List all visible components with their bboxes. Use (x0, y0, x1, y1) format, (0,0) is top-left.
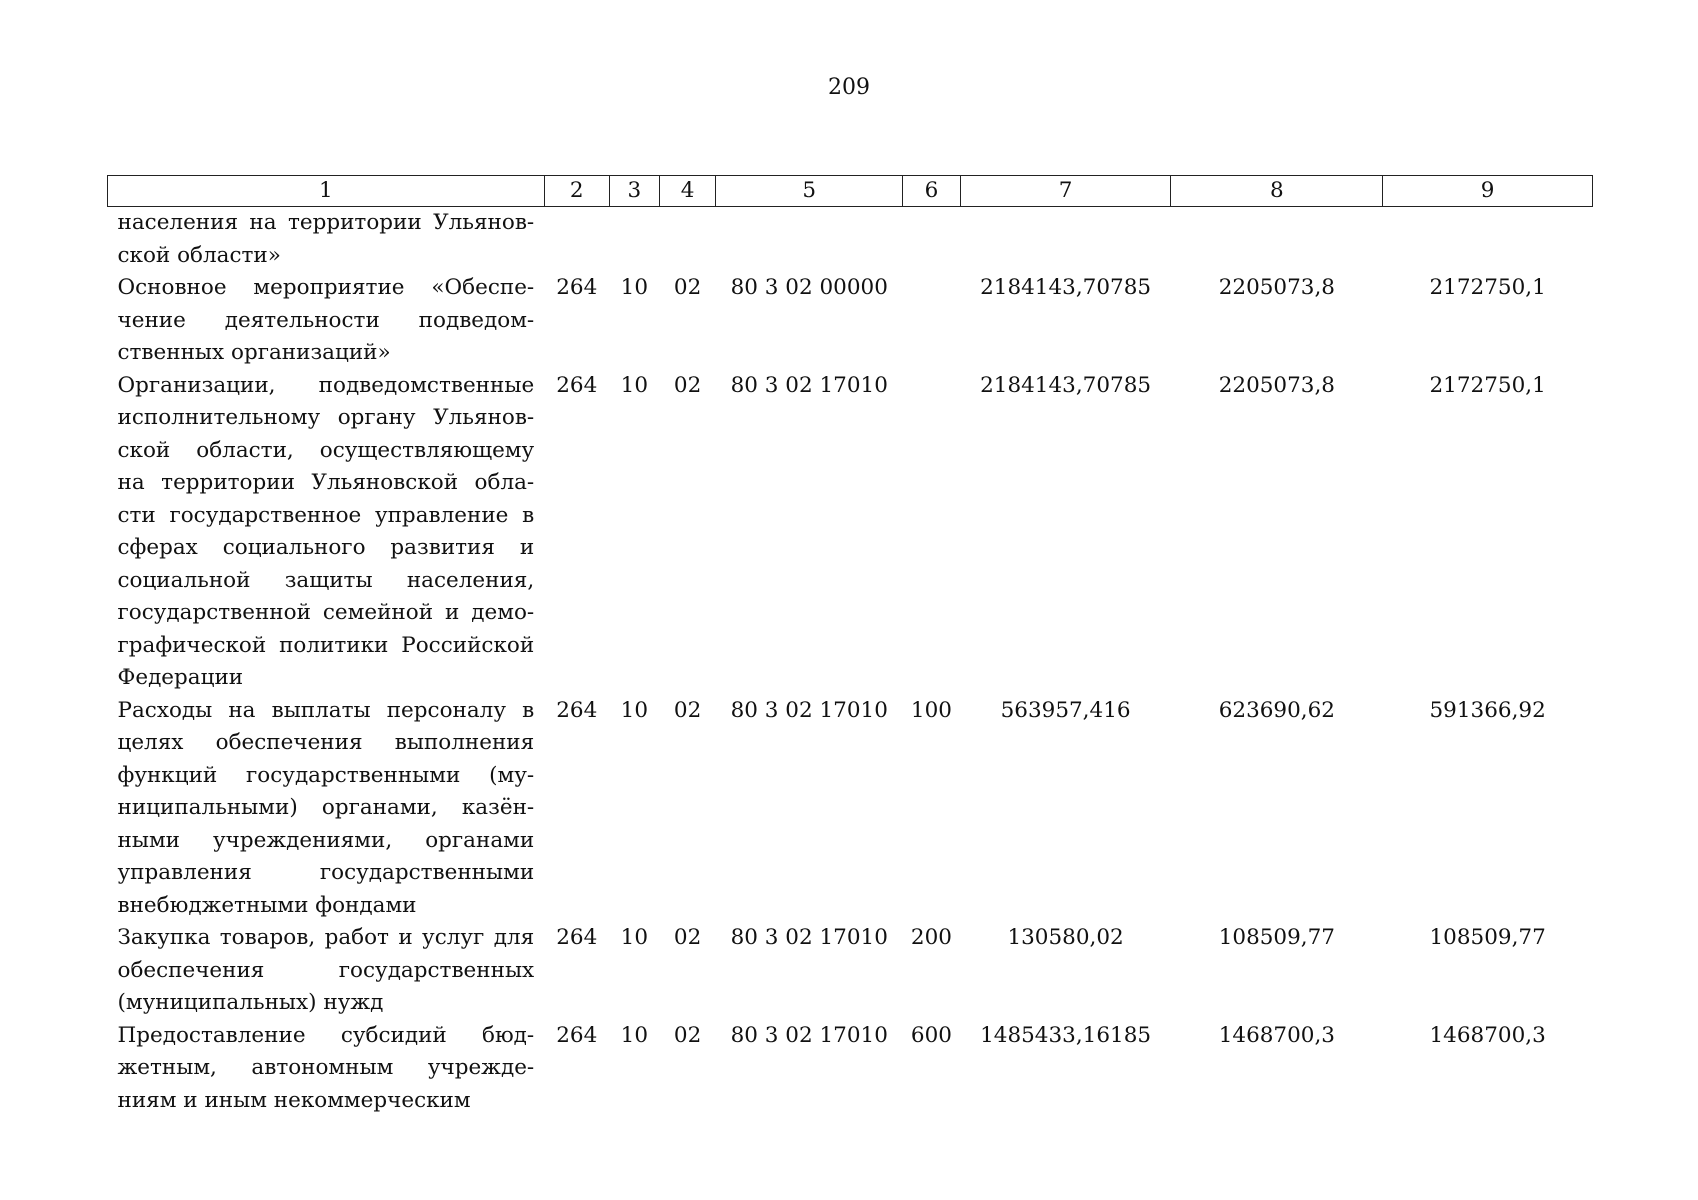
description-line: ниципальными) органами, казён- (117, 795, 535, 820)
description-line: Предоставление субсидий бюд- (117, 1022, 535, 1048)
amount-year3-cell (1383, 207, 1593, 273)
description-line: ственных организаций» (117, 340, 391, 365)
section-cell: 10 (620, 925, 649, 950)
row-description (108, 207, 545, 273)
amount-year1-cell: 1485433,16185 (980, 1022, 1152, 1048)
description-line: Федерации (117, 665, 244, 690)
budget-table (107, 175, 1593, 1117)
amount-year1-cell (960, 207, 1171, 273)
description-line: Основное мероприятие «Обеспе- (117, 275, 535, 300)
amount-year3-cell: 2172750,1 (1429, 372, 1546, 398)
row-description (108, 1020, 545, 1118)
header-cell: 7 (960, 176, 1171, 207)
row-description (108, 272, 545, 370)
expense-type-cell: 200 (910, 925, 952, 950)
section-cell: 10 (620, 1022, 649, 1048)
admin-code-cell: 264 (556, 697, 598, 723)
header-cell: 3 (609, 176, 659, 207)
expense-type-cell: 100 (910, 697, 952, 723)
subsection-cell: 02 (673, 372, 702, 398)
subsection-cell: 02 (673, 925, 702, 950)
amount-year3-cell: 1468700,3 (1429, 1022, 1546, 1048)
amount-year2-cell (1171, 207, 1383, 273)
section-cell: 10 (620, 697, 649, 723)
header-cell: 8 (1171, 176, 1383, 207)
admin-code-cell: 264 (556, 925, 598, 950)
amount-year3-cell: 591366,92 (1429, 697, 1546, 723)
table-row (108, 695, 1593, 923)
subsection-cell: 02 (673, 1022, 702, 1048)
header-row (108, 176, 1593, 207)
header-cell: 9 (1383, 176, 1593, 207)
page-number: 209 (828, 75, 870, 100)
description-line: ской области, осуществляющему (117, 437, 535, 463)
description-line: графической политики Российской (117, 632, 535, 658)
section-cell: 10 (620, 275, 649, 300)
description-line: функций государственными (му- (117, 762, 535, 788)
description-line: сти государственное управление в (117, 502, 535, 528)
row-description (108, 370, 545, 695)
subsection-cell: 02 (673, 275, 702, 300)
description-line: обеспечения государственных (117, 957, 535, 983)
amount-year1-cell: 563957,416 (1000, 697, 1131, 723)
description-line: ской области» (117, 242, 281, 268)
description-line: населения на территории Ульянов- (117, 210, 535, 235)
description-line: целях обеспечения выполнения (117, 730, 535, 755)
description-line: (муниципальных) нужд (117, 990, 384, 1015)
amount-year1-cell: 2184143,70785 (980, 275, 1152, 300)
description-line: Расходы на выплаты персоналу в (117, 697, 535, 723)
section-cell: 10 (620, 372, 649, 398)
table-row (108, 370, 1593, 695)
amount-year3-cell: 108509,77 (1429, 925, 1546, 950)
row-description (108, 922, 545, 1020)
amount-year2-cell: 2205073,8 (1218, 275, 1335, 300)
target-article-cell (716, 207, 903, 273)
target-article-cell: 80 3 02 17010 (730, 372, 888, 398)
table-row (108, 207, 1593, 273)
description-line: социальной защиты населения, (117, 567, 535, 593)
row-description (108, 695, 545, 923)
table-body (108, 207, 1593, 1118)
description-line: ными учреждениями, органами (117, 827, 535, 853)
amount-year3-cell: 2172750,1 (1429, 275, 1546, 300)
amount-year1-cell: 130580,02 (1007, 925, 1124, 950)
header-cell: 4 (659, 176, 715, 207)
description-line: исполнительному органу Ульянов- (117, 405, 535, 430)
subsection-cell (659, 207, 715, 273)
target-article-cell: 80 3 02 00000 (730, 275, 888, 300)
header-cell: 6 (903, 176, 961, 207)
header-cell: 1 (108, 176, 545, 207)
admin-code-cell: 264 (556, 372, 598, 398)
admin-code-cell: 264 (556, 1022, 598, 1048)
subsection-cell: 02 (673, 697, 702, 723)
expense-type-cell (903, 370, 961, 695)
target-article-cell: 80 3 02 17010 (730, 697, 888, 723)
target-article-cell: 80 3 02 17010 (730, 925, 888, 950)
description-line: управления государственными (117, 860, 535, 885)
description-line: на территории Ульяновской обла- (117, 470, 535, 495)
expense-type-cell: 600 (910, 1022, 952, 1048)
section-cell (609, 207, 659, 273)
description-line: Организации, подведомственные (117, 372, 535, 398)
amount-year2-cell: 623690,62 (1218, 697, 1335, 723)
header-cell: 5 (716, 176, 903, 207)
description-line: чение деятельности подведом- (117, 307, 535, 333)
expense-type-cell (903, 272, 961, 370)
amount-year2-cell: 2205073,8 (1218, 372, 1335, 398)
table-row (108, 272, 1593, 370)
target-article-cell: 80 3 02 17010 (730, 1022, 888, 1048)
table-row (108, 922, 1593, 1020)
table-row (108, 1020, 1593, 1118)
description-line: государственной семейной и демо- (117, 600, 535, 625)
header-cell: 2 (544, 176, 609, 207)
expense-type-cell (903, 207, 961, 273)
description-line: жетным, автономным учрежде- (117, 1055, 535, 1080)
description-line: Закупка товаров, работ и услуг для (117, 925, 535, 950)
admin-code-cell (544, 207, 609, 273)
description-line: внебюджетными фондами (117, 892, 417, 918)
description-line: ниям и иным некоммерческим (117, 1087, 471, 1113)
amount-year2-cell: 108509,77 (1218, 925, 1335, 950)
description-line: сферах социального развития и (117, 535, 535, 560)
admin-code-cell: 264 (556, 275, 598, 300)
amount-year1-cell: 2184143,70785 (980, 372, 1152, 398)
amount-year2-cell: 1468700,3 (1218, 1022, 1335, 1048)
